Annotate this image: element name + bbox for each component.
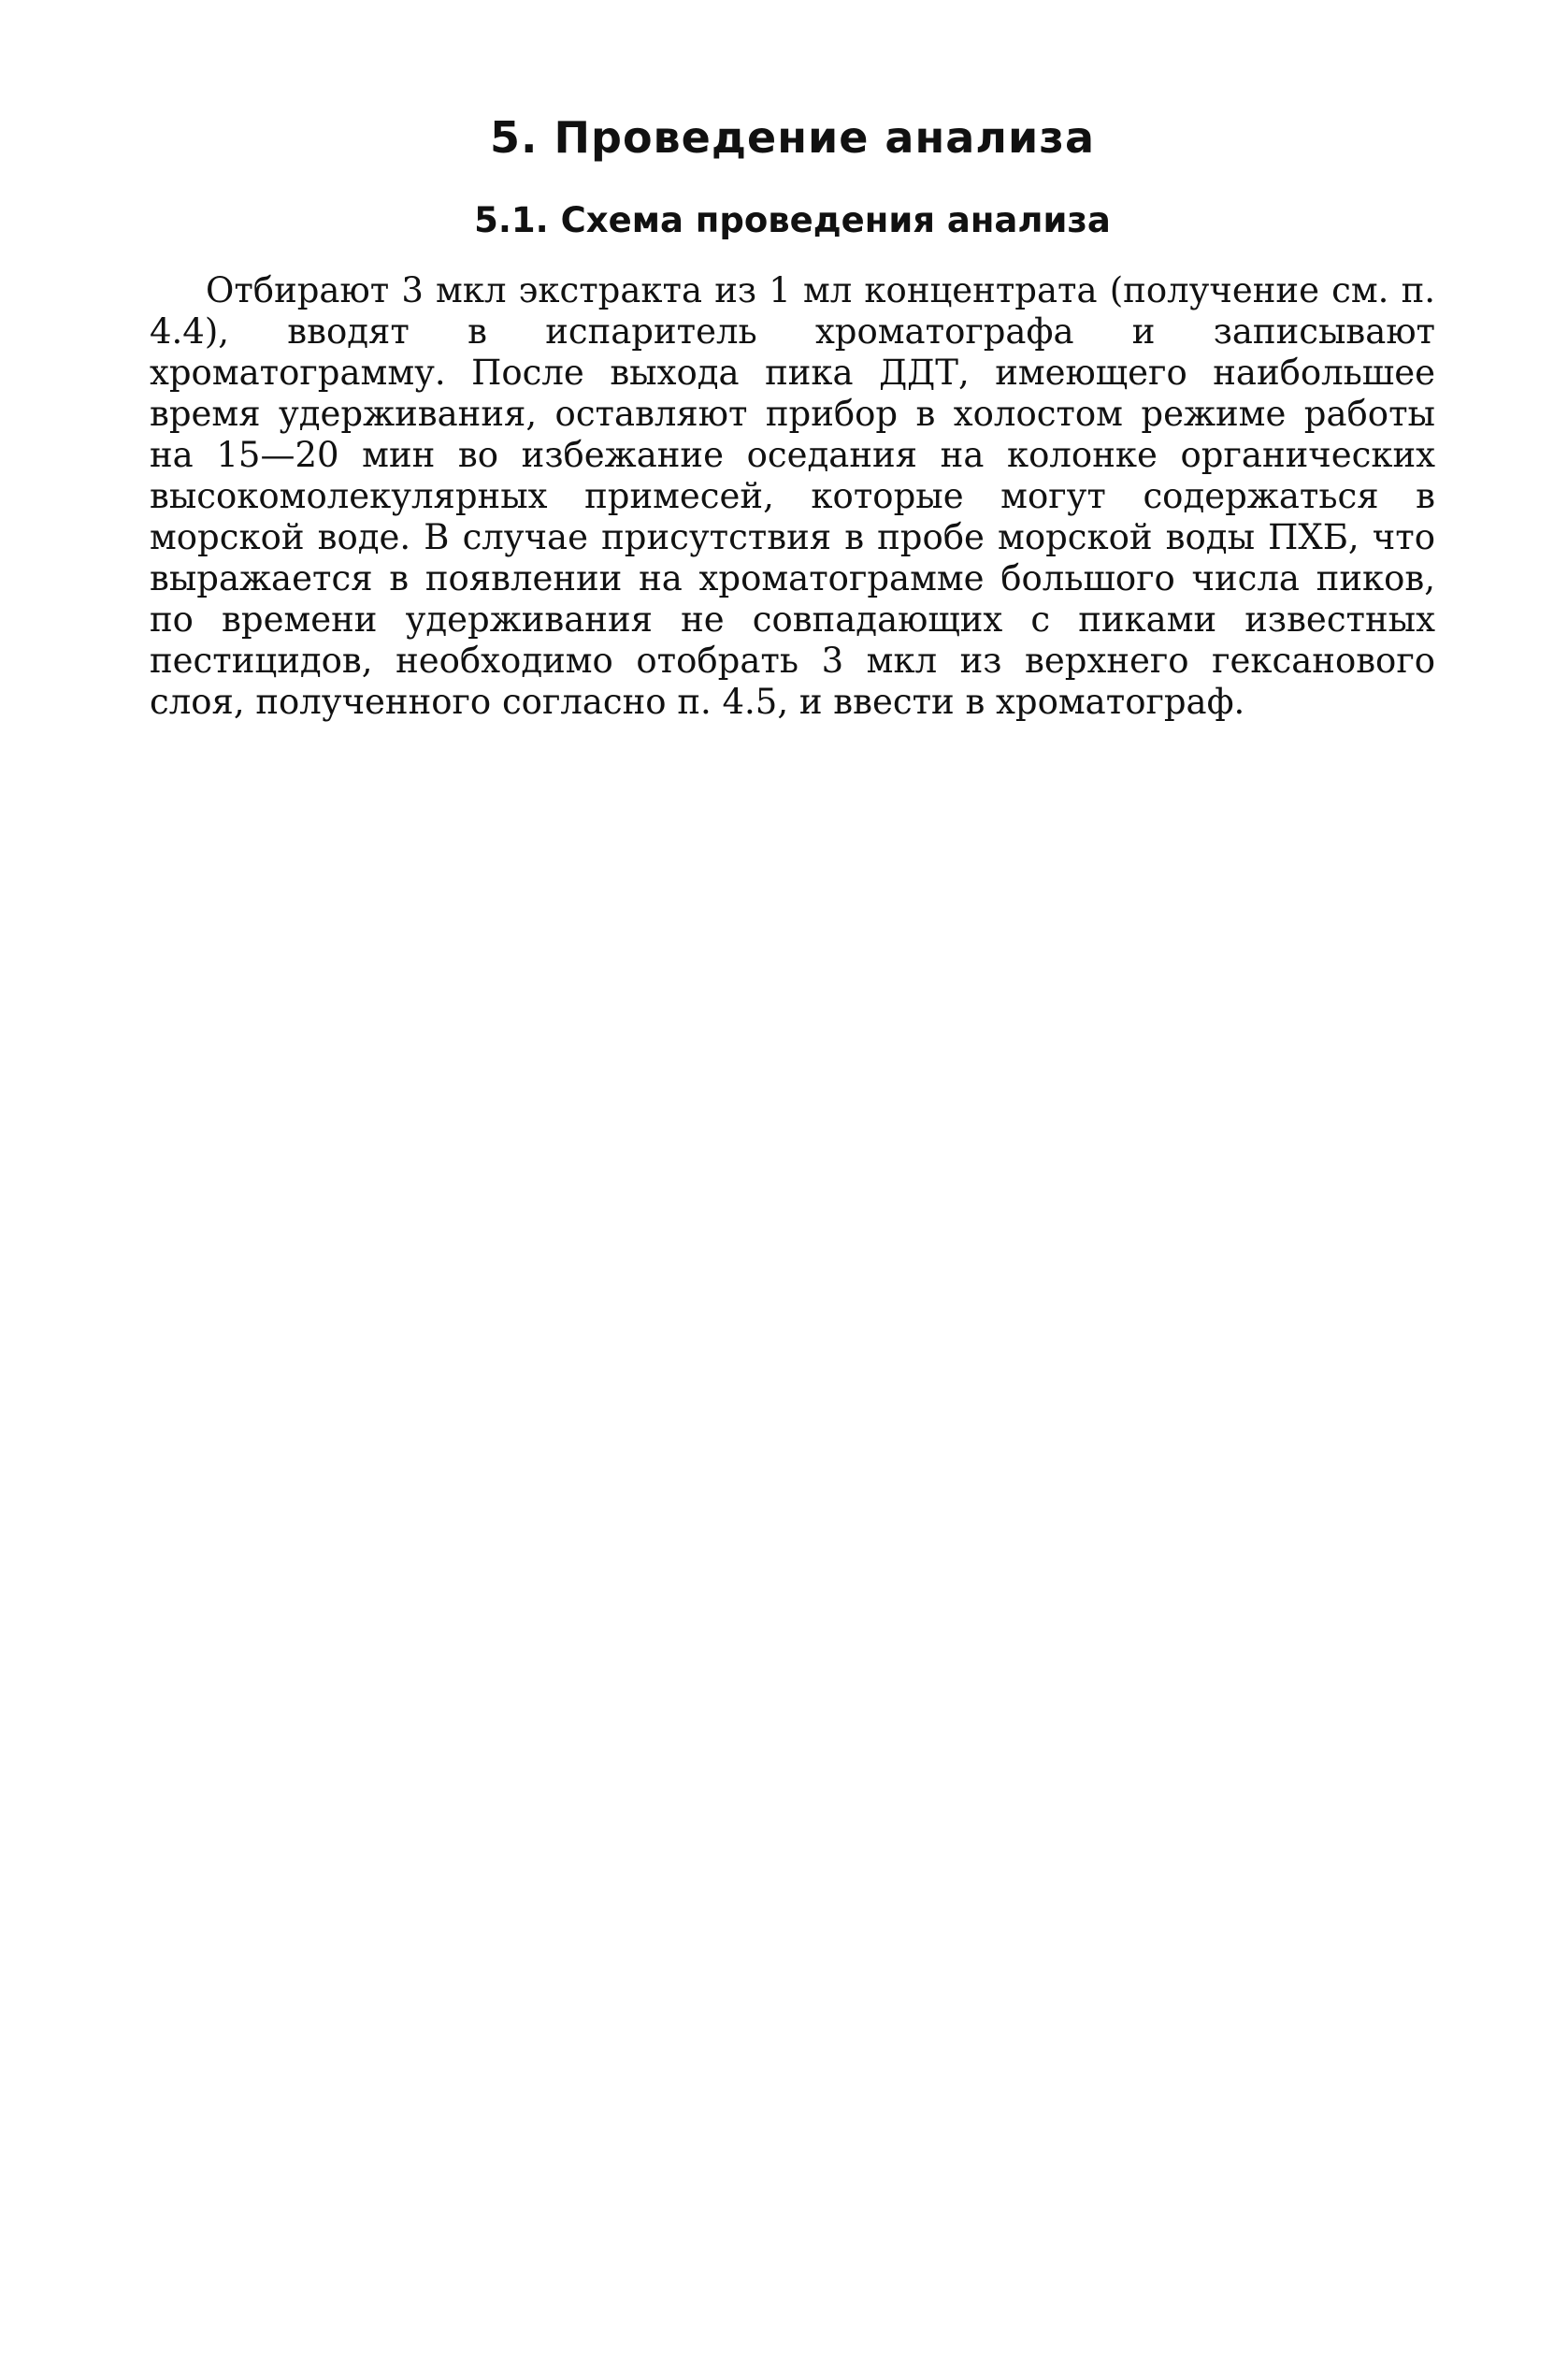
section-5-1-paragraph: Отбирают 3 мкл экстракта из 1 мл концентрата (получение см. п. 4.4), вводят в испаритель хроматографа и записывают хроматограмму. После выхода пика ДДТ, имеющего наибольшее время удерживания, оставляют прибор в холостом режиме работы на 15—20 мин во избежание оседания на колонке органических высокомолекулярных примесей, которые могут содержаться в морской воде. В случае присутствия в пробе морской воды ПХБ, что выражается в появлении на хроматограмме большого числа пиков, по времени удерживания не совпадающих с пиками известных пестицидов, необходимо отобрать 3 мкл из верхнего гексанового слоя, полученного согласно п. 4.5, и ввести в хроматограф. <box>150 270 1435 722</box>
section-5-title: 5. Проведение анализа <box>490 112 1095 163</box>
document-page <box>150 112 1435 723</box>
section-5-1-title: 5.1. Схема проведения анализа <box>474 200 1111 240</box>
